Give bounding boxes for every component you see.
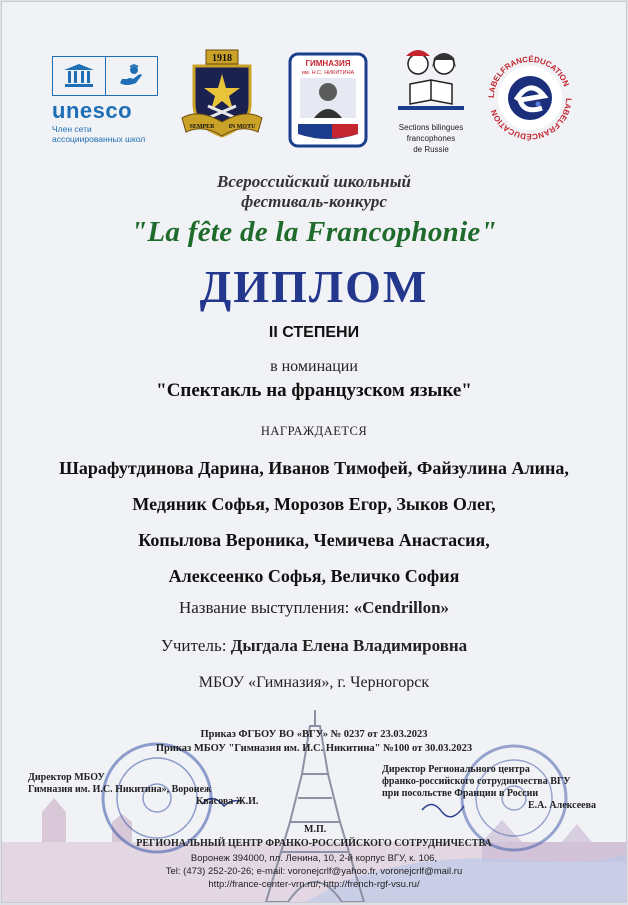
sections-line1: Sections bilingues bbox=[398, 123, 464, 132]
awardee-list bbox=[2, 450, 626, 594]
footer-sites: http://france-center-vrn.ru/; http://french-rgf-vsu.ru/ bbox=[208, 879, 420, 890]
teacher-name: Дыгдала Елена Владимировна bbox=[230, 636, 468, 655]
diploma-page bbox=[1, 1, 627, 903]
crest-year: 1918 bbox=[212, 53, 232, 64]
sections-line3: de Russie bbox=[413, 145, 449, 154]
logo-row bbox=[52, 46, 592, 164]
festival-title: "La fête de la Francophonie" bbox=[130, 216, 497, 248]
sections-line2: francophones bbox=[406, 134, 456, 143]
sections-bilingues-logo bbox=[388, 46, 474, 160]
signature-right-name: Е.А. Алексеева bbox=[528, 800, 597, 811]
signature-right-line1: Директор Регионального центра bbox=[382, 764, 530, 775]
unesco-wordmark: unesco bbox=[52, 98, 133, 123]
footer-center-name: РЕГИОНАЛЬНЫЙ ЦЕНТР ФРАНКО-РОССИЙСКОГО СОТРУДНИЧЕСТВА bbox=[136, 838, 492, 849]
signature-left-name: Квасова Ж.И. bbox=[196, 796, 259, 807]
unesco-logo bbox=[52, 56, 162, 144]
crest-motto-left: SEMPER bbox=[189, 124, 215, 130]
signature-left-line1: Директор МБОУ bbox=[28, 772, 105, 783]
label-ring-bottom: LABELFRANCÉDUCATION bbox=[489, 97, 574, 142]
stamp-mark: М.П. bbox=[304, 824, 327, 835]
footer-address: Воронеж 394000, пл. Ленина, 10, 2-й корпус ВГУ, к. 106, bbox=[190, 853, 438, 864]
signature-left bbox=[28, 772, 258, 808]
awardee-line: Копылова Вероника, Чемичева Анастасия, bbox=[138, 530, 490, 550]
gym-line2: им. Н.С. НИКИТИНА bbox=[301, 70, 355, 76]
signature-right-line2: франко-российского сотрудничества ВГУ bbox=[382, 776, 571, 787]
nomination-name: "Спектакль на французском языке" bbox=[156, 380, 472, 401]
nomination-label: в номинации bbox=[270, 358, 358, 375]
signature-right bbox=[382, 764, 596, 812]
order-2: Приказ МБОУ "Гимназия им. И.С. Никитина" №100 от 30.03.2023 bbox=[155, 743, 473, 754]
performance-line bbox=[2, 598, 626, 618]
performance-value: «Cendrillon» bbox=[353, 598, 450, 617]
labelfranceducation-logo bbox=[480, 48, 580, 148]
footer-contacts: Tel: (473) 252-20-26; e-mail: voronejcrlf@yahoo.fr, voronejcrlf@mail.ru bbox=[165, 866, 463, 877]
unesco-temple-icon bbox=[53, 57, 105, 95]
teacher-line bbox=[2, 636, 626, 656]
diploma-title: ДИПЛОМ bbox=[199, 261, 429, 312]
gym-line1: ГИМНАЗИЯ bbox=[305, 59, 351, 68]
signature-right-line3: при посольстве Франции в России bbox=[382, 788, 539, 799]
label-ring-top: LABELFRANCÉDUCATION bbox=[486, 54, 571, 99]
gymnasium-logo bbox=[288, 52, 368, 148]
order-1: Приказ ФГБОУ ВО «ВГУ» № 0237 от 23.03.2023 bbox=[200, 729, 428, 740]
crest-logo bbox=[178, 48, 266, 148]
school-name: МБОУ «Гимназия», г. Черногорск bbox=[198, 674, 430, 691]
performance-label: Название выступления: bbox=[178, 598, 350, 617]
diploma-degree: II СТЕПЕНИ bbox=[268, 324, 360, 341]
festival-line2: фестиваль-конкурс bbox=[241, 192, 387, 211]
awarded-label: НАГРАЖДАЕТСЯ bbox=[260, 424, 368, 438]
unesco-sub2: ассоциированных школ bbox=[52, 134, 146, 144]
unesco-hand-icon bbox=[105, 57, 158, 95]
awardee-line: Шарафутдинова Дарина, Иванов Тимофей, Файзулина Алина, bbox=[59, 458, 569, 478]
teacher-label: Учитель: bbox=[160, 636, 227, 655]
awardee-line: Алексеенко Софья, Величко София bbox=[168, 566, 460, 586]
signature-left-line2: Гимназия им. И.С. Никитина», Воронеж bbox=[28, 784, 212, 795]
festival-subtitle bbox=[2, 172, 626, 212]
unesco-sub1: Член сети bbox=[52, 124, 92, 134]
festival-line1: Всероссийский школьный bbox=[217, 172, 411, 191]
children-reading-icon bbox=[388, 46, 474, 116]
awardee-line: Медяник Софья, Морозов Егор, Зыков Олег, bbox=[132, 494, 496, 514]
crest-motto-right: IN MOTU bbox=[228, 124, 256, 130]
